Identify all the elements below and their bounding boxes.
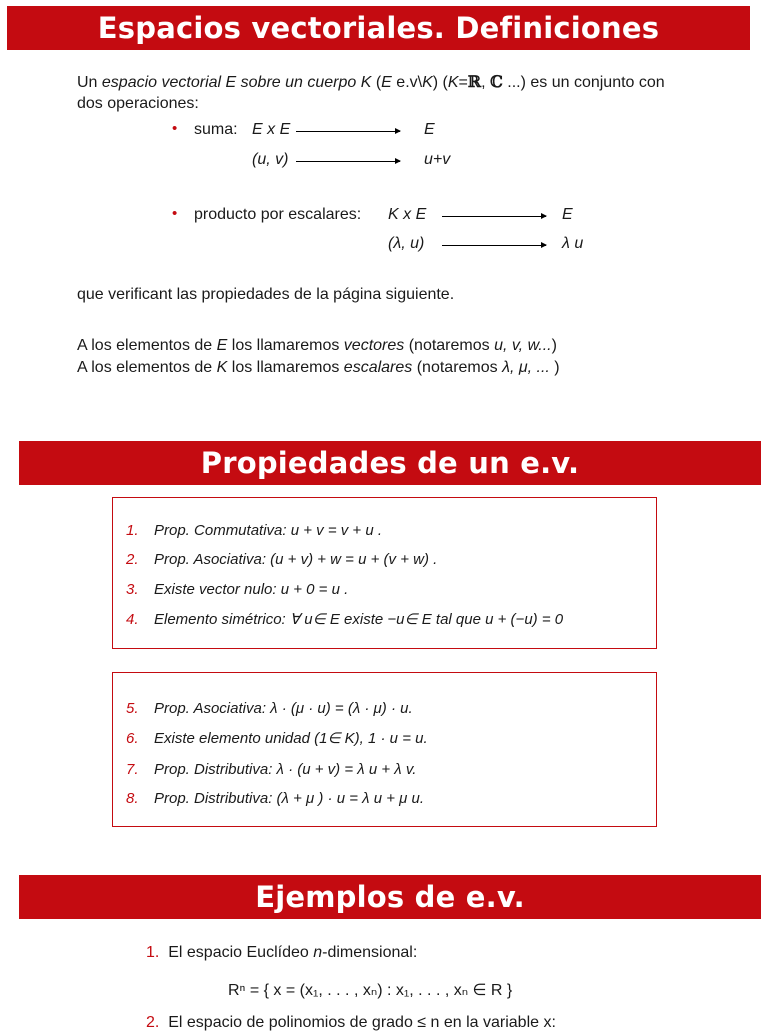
property-text: Existe vector nulo: u + 0 = u .: [154, 581, 349, 598]
vectors-symbols: u, v, w...: [494, 337, 552, 354]
intro-text: ...) es un conjunto con: [502, 74, 665, 91]
property-item: [126, 759, 416, 781]
scalar-args: (λ, u): [388, 235, 425, 252]
intro-term: espacio vectorial E sobre un cuerpo K: [101, 74, 372, 91]
scalars-symbols: λ, μ, ...: [502, 359, 550, 376]
scalar-codomain: E: [562, 206, 573, 223]
arrow-icon: [296, 131, 400, 132]
property-number: 5.: [126, 700, 139, 717]
property-item: [126, 549, 437, 571]
scalar-domain: K x E: [388, 206, 427, 223]
reals-symbol: ℝ: [467, 72, 482, 91]
property-number: 8.: [126, 790, 139, 807]
scalars-var: K: [216, 359, 228, 376]
property-number: 1.: [126, 522, 139, 539]
section-title-properties: Propiedades de un e.v.: [19, 441, 761, 485]
example-item-2: [146, 1012, 556, 1034]
sum-label: suma:: [194, 121, 238, 138]
scalars-text: (notaremos: [412, 359, 503, 376]
scalars-line: [77, 357, 560, 379]
property-text: Prop. Distributiva: (λ + μ ) · u = λ u + μ u.: [154, 790, 425, 807]
scalars-text: A los elementos de: [77, 359, 217, 376]
example-text: -dimensional:: [322, 944, 418, 961]
property-text: Prop. Distributiva: λ · (u + v) = λ u + λ v.: [154, 761, 417, 778]
section-title-examples: Ejemplos de e.v.: [19, 875, 761, 919]
intro-text: Un: [77, 74, 102, 91]
intro-text: ,: [481, 74, 491, 91]
property-number: 2.: [126, 551, 139, 568]
vectors-text: ): [551, 337, 557, 354]
intro-text: ) (: [432, 74, 448, 91]
property-number: 7.: [126, 761, 139, 778]
property-item: [126, 788, 424, 810]
verify-text: que verificant las propiedades de la página siguiente.: [77, 286, 455, 303]
property-item: [126, 728, 428, 750]
intro-text: e.v\: [391, 74, 423, 91]
property-number: 6.: [126, 730, 139, 747]
vectors-text: A los elementos de: [77, 337, 217, 354]
scalars-term: escalares: [343, 359, 413, 376]
arrow-icon: [442, 216, 546, 217]
property-text: Elemento simétrico: ∀ u∈ E existe −u∈ E tal que u + (−u) = 0: [154, 611, 564, 628]
property-item: [126, 520, 382, 542]
intro-var: E: [381, 74, 392, 91]
example-text: El espacio Euclídeo: [168, 944, 314, 961]
arrow-icon: [296, 161, 400, 162]
example-text: El espacio de polinomios de grado ≤ n en la variable x:: [168, 1014, 556, 1031]
property-text: Prop. Asociativa: (u + v) + w = u + (v + w) .: [154, 551, 438, 568]
scalar-result: λ u: [562, 235, 584, 252]
intro-text: (: [371, 74, 382, 91]
example-number: 2.: [146, 1014, 160, 1031]
section-title-definitions: Espacios vectoriales. Definiciones: [7, 6, 750, 50]
property-number: 3.: [126, 581, 139, 598]
property-item: [126, 609, 563, 631]
scalars-text: ): [549, 359, 560, 376]
bullet-icon: •: [172, 120, 178, 137]
intro-var: K: [447, 74, 459, 91]
intro-var: K: [422, 74, 433, 91]
sum-domain: E x E: [252, 121, 291, 138]
example-item-1: [146, 942, 417, 964]
property-item: [126, 698, 413, 720]
property-number: 4.: [126, 611, 139, 628]
scalars-text: los llamaremos: [227, 359, 344, 376]
sum-args: (u, v): [252, 151, 289, 168]
scalar-label: producto por escalares:: [194, 206, 362, 223]
arrow-icon: [442, 245, 546, 246]
vectors-text: (notaremos: [404, 337, 495, 354]
complex-symbol: ℂ: [490, 72, 503, 91]
property-text: Prop. Commutativa: u + v = v + u .: [154, 522, 383, 539]
vectors-text: los llamaremos: [227, 337, 344, 354]
definition-intro-line2: dos operaciones:: [77, 95, 199, 112]
bullet-icon: •: [172, 205, 178, 222]
property-item: [126, 579, 348, 601]
example-var: n: [313, 944, 323, 961]
example-number: 1.: [146, 944, 160, 961]
sum-result: u+v: [424, 151, 451, 168]
euclidean-formula: Rⁿ = { x = (x₁, . . . , xₙ) : x₁, . . . , xₙ ∈ R }: [228, 982, 513, 999]
sum-codomain: E: [424, 121, 435, 138]
vectors-term: vectores: [343, 337, 405, 354]
property-text: Prop. Asociativa: λ · (μ · u) = (λ · μ) · u.: [154, 700, 413, 717]
vectors-line: [77, 335, 557, 357]
intro-text: =: [458, 74, 468, 91]
vectors-var: E: [216, 337, 228, 354]
definition-intro: [77, 71, 665, 94]
property-text: Existe elemento unidad (1∈ K), 1 · u = u.: [154, 730, 428, 747]
